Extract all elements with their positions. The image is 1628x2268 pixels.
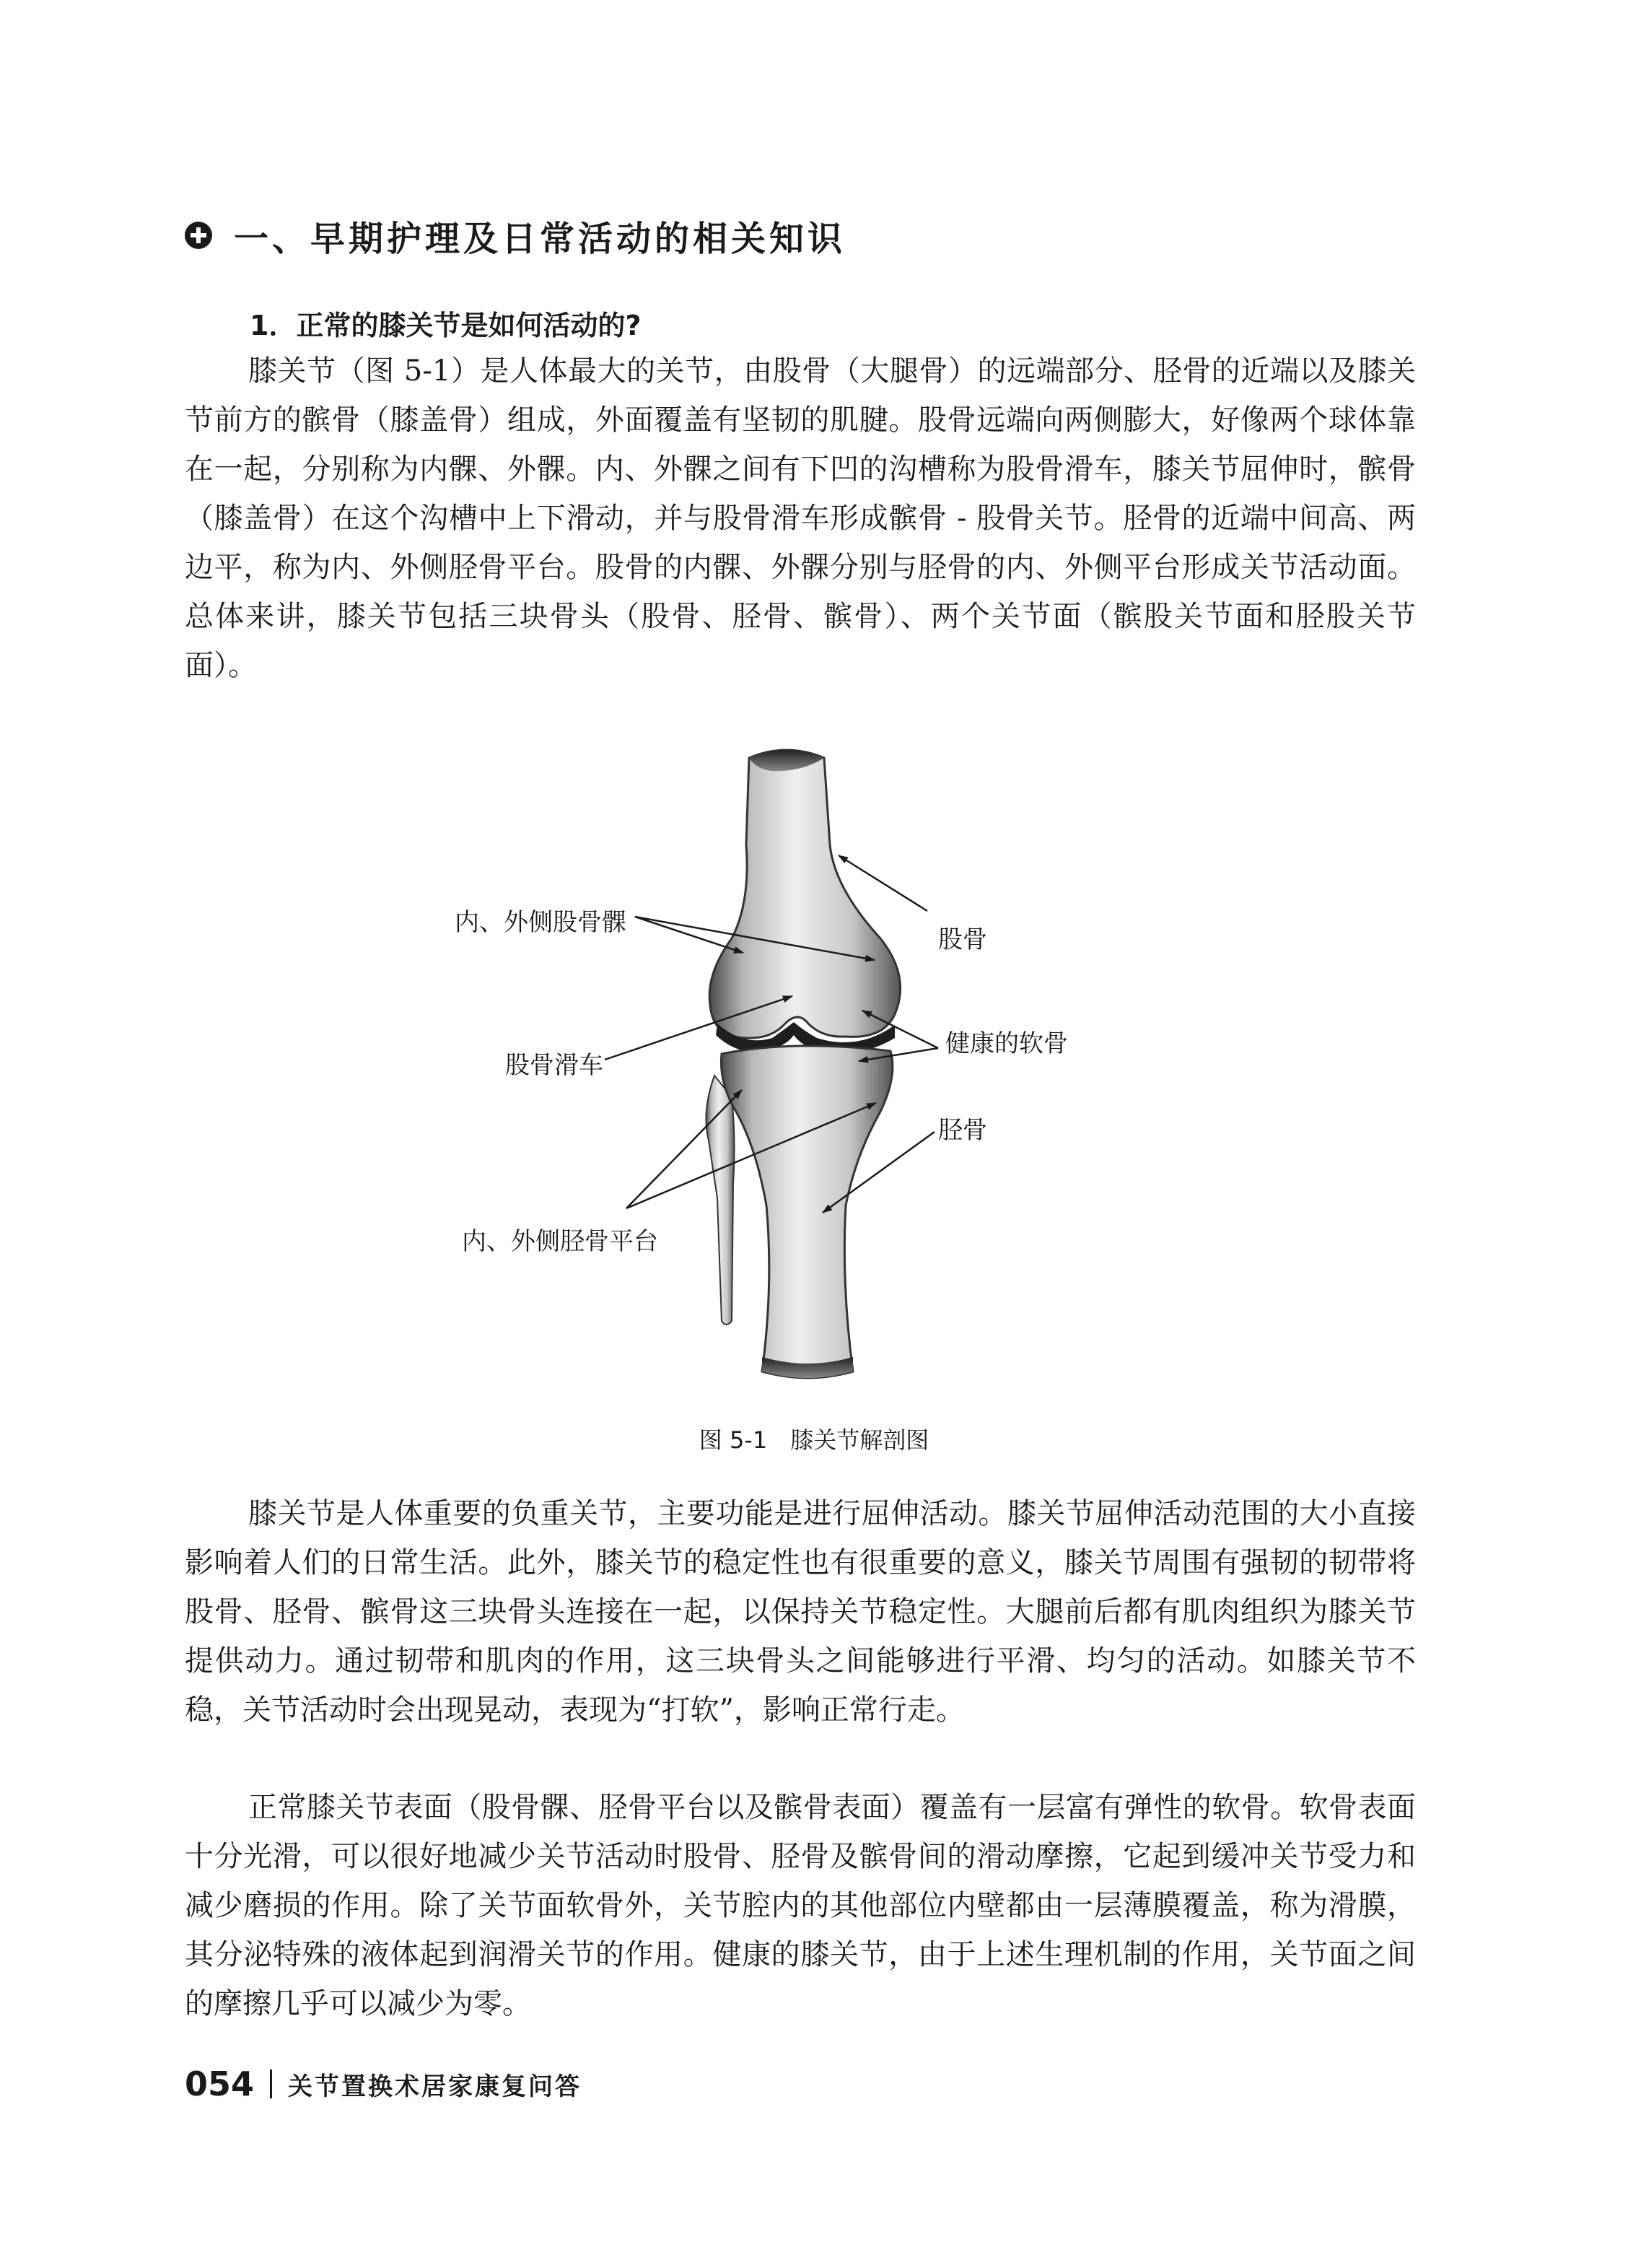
femur-bone (709, 750, 900, 1038)
label-femoral-trochlea: 股骨滑车 (505, 1051, 603, 1080)
page-number: 054 (185, 2064, 255, 2103)
label-healthy-cartilage: 健康的软骨 (945, 1029, 1068, 1058)
plus-circle-icon (185, 222, 212, 249)
label-femoral-condyles: 内、外侧股骨髁 (455, 908, 626, 937)
book-title: 关节置换术居家康复问答 (288, 2072, 582, 2101)
arrow-condyle-medial (635, 917, 743, 953)
paragraph-knee-function: 膝关节是人体重要的负重关节，主要功能是进行屈伸活动。膝关节屈伸活动范围的大小直接影响着人们的日常生活。此外，膝关节的稳定性也有很重要的意义，膝关节周围有强韧的韧带将股骨、胫骨、髌骨这三块骨头连接在一起，以保持关节稳定性。大腿前后都有肌肉组织为膝关节提供动力。通过韧带和肌肉的作用，这三块骨头之间能够进行平滑、均匀的活动。如膝关节不稳，关节活动时会出现晃动，表现为“打软”，影响正常行走。 (185, 1497, 1416, 1727)
label-femur: 股骨 (938, 925, 987, 954)
section-title: 一、早期护理及日常活动的相关知识 (234, 218, 846, 259)
knee-anatomy-figure (433, 736, 1198, 1386)
section-heading (185, 206, 846, 264)
tibia-bone (721, 1046, 893, 1378)
paragraph-knee-structure: 膝关节（图 5-1）是人体最大的关节，由股骨（大腿骨）的远端部分、胫骨的近端以及膝关节前方的髌骨（膝盖骨）组成，外面覆盖有坚韧的肌腱。股骨远端向两侧膨大，好像两个球体靠在一起，分别称为内髁、外髁。内、外髁之间有下凹的沟槽称为股骨滑车，膝关节屈伸时，髌骨（膝盖骨）在这个沟槽中上下滑动，并与股骨滑车形成髌骨 - 股骨关节。胫骨的近端中间高、两边平，称为内、外侧胫骨平台。股骨的内髁、外髁分别与胫骨的内、外侧平台形成关节活动面。总体来讲，膝关节包括三块骨头（股骨、胫骨、髌骨）、两个关节面（髌股关节面和胫股关节面）。 (185, 354, 1416, 682)
label-tibia: 胫骨 (938, 1116, 987, 1145)
question-title: 1．正常的膝关节是如何活动的? (250, 310, 642, 341)
paragraph-cartilage: 正常膝关节表面（股骨髁、胫骨平台以及髌骨表面）覆盖有一层富有弹性的软骨。软骨表面十分光滑，可以很好地减少关节活动时股骨、胫骨及髌骨间的滑动摩擦，它起到缓冲关节受力和减少磨损的作用。除了关节面软骨外，关节腔内的其他部位内壁都由一层薄膜覆盖，称为滑膜，其分泌特殊的液体起到润滑关节的作用。健康的膝关节，由于上述生理机制的作用，关节面之间的摩擦几乎可以减少为零。 (185, 1791, 1416, 2020)
page-footer (185, 2064, 582, 2103)
label-tibial-plateaus: 内、外侧胫骨平台 (462, 1227, 658, 1256)
footer-divider (270, 2069, 272, 2098)
figure-caption: 图 5-1 膝关节解剖图 (699, 1426, 929, 1454)
